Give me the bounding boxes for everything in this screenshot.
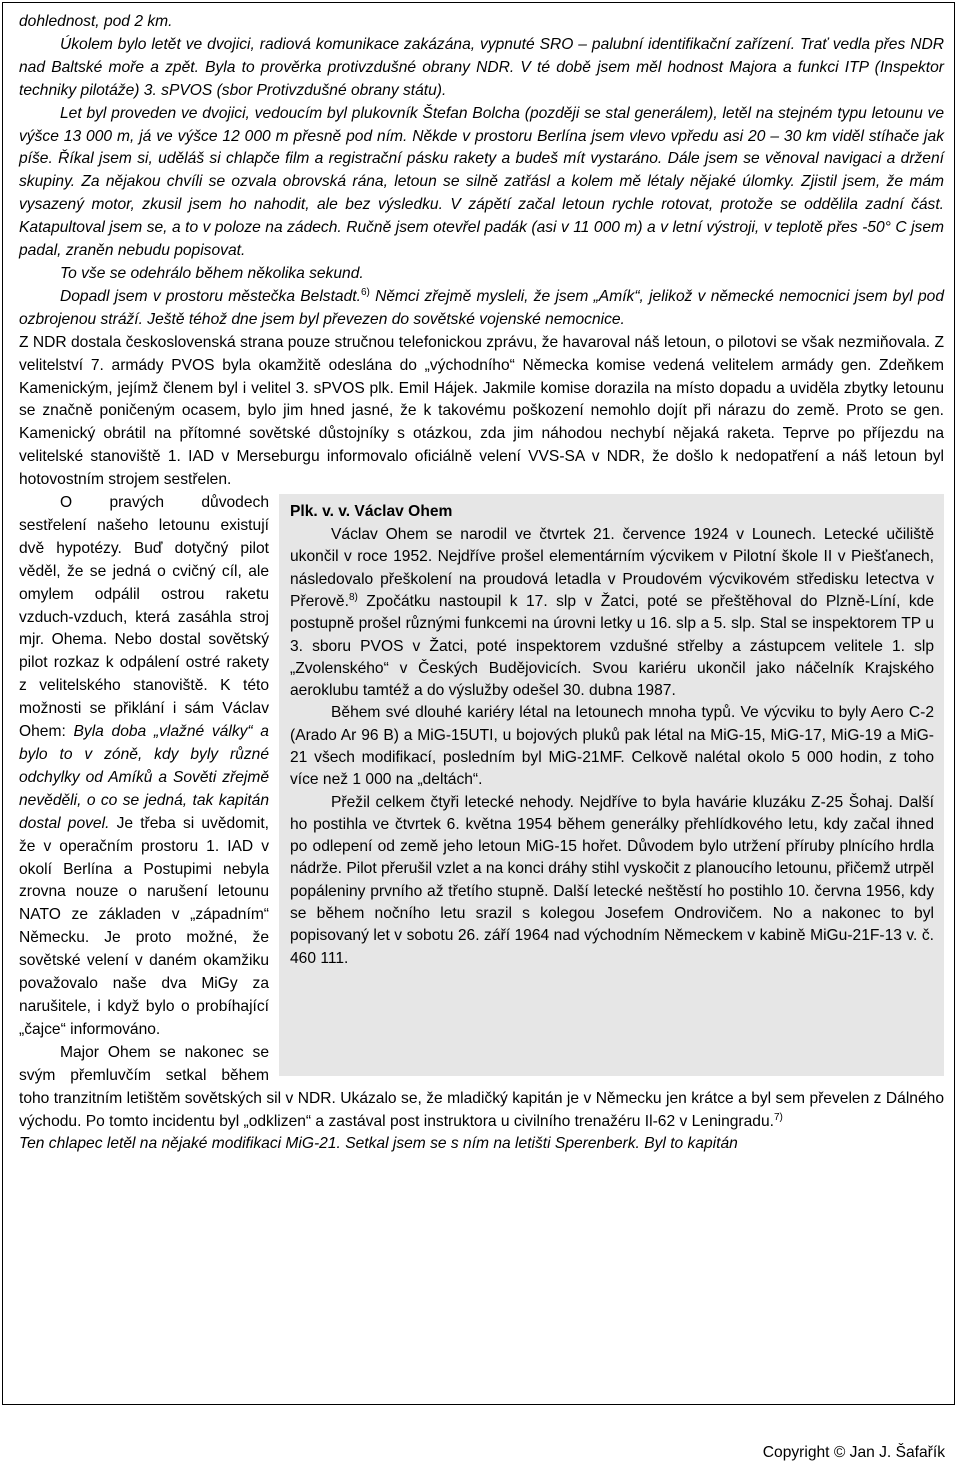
biography-paragraph-2: Během své dlouhé kariéry létal na letounech mnoha typů. Ve výcviku to byly Aero C-2 (Arado Ar 96 B) a MiG-15UTI, u bojových pluků pak létal na MiG-15, MiG-17, MiG-19 a MiG-21 všech modifikací, posledním byl MiG-21MF. Celkově nalétal okolo 5 000 hodin, z toho více než 1 000 na „deltách“. — [290, 704, 934, 789]
paragraph-visibility: dohlednost, pod 2 km. — [19, 13, 173, 30]
paragraph-seconds: To vše se odehrálo během několika sekund. — [60, 264, 364, 282]
paragraph-last: Ten chlapec letěl na nějaké modifikaci MiG-21. Setkal jsem se s ním na letišti Sperenberk. Byl to kapitán — [19, 1135, 738, 1153]
footnote-ref: 7) — [773, 1111, 783, 1123]
footnote-ref: 6) — [360, 286, 370, 298]
paragraph-reasons: O pravých důvodech sestřelení našeho letounu existují dvě hypotézy. Buď dotyčný pilot věděl, že se jedná o cvičný cíl, ale omylem odpálil ostrou raketu vzduch-vzduch, která zasáhla stroj mjr. Ohema. Nebo dostal sovětský pilot rozkaz k odpálení ostré rakety z velitelského stanoviště. K této možnosti se přiklání i sám Václav Ohem: Byla doba „vlažné války“ a bylo to v zóně, kdy byly různé odchylky od Amíků a Sověti zřejmě nevěděli, o co se jedná, tak kapitán dostal povel. Je třeba si uvědomit, že v operačním prostoru 1. IAD v okolí Berlína a Postupimi nebyla zrovna nouze o narušení letounu NATO ze základen v „západním“ Německu. Je proto možné, že sovětské velení v daném okamžiku považovalo naše dva MiGy za narušitele, i když bylo o probíhající „čajce“ informováno. — [19, 494, 269, 1038]
belstadt-rest: Němci zřejmě mysleli, že jsem „Amík“, jelikož v německé nemocnici jsem byl pod ozbrojenou stráží. Ještě téhož dne jsem byl převezen do sovětské vojenské nemocnice. — [19, 287, 944, 328]
belstadt-text: Dopadl jsem v prostoru městečka Belstadt. — [60, 287, 361, 305]
paragraph-major: Major Ohem se nakonec se svým přemluvčím setkal během toho tranzitním letištěm sovětských sil v NDR. Ukázalo se, že mladičký kapitán je v Německu jen krátce a byl sem převelen z Dálného východu. Po tomto incidentu byl „odklizen“ a zastával post instruktora u civilního trenažéru Il-62 v Leningradu.$^{7)}$ — [19, 1043, 944, 1130]
biography-paragraph-1: Václav Ohem se narodil ve čtvrtek 21. července 1924 v Lounech. Letecké učiliště ukončil v roce 1952. Nejdříve prošel elementárním výcvikem v Pilotní škole II v Piešťanech, následovalo přeškolení na proudová letadla v Proudovém výcvikovém středisku letectva v Přerově.$^{8)}$ Zpočátku nastoupil k 17. slp v Žatci, poté se přeštěhoval do Plzně-Líní, kde postupně prošel různými funkcemi na úrovni letky u 16. slp a 5. slp. Stal se inspektorem TP u 3. sboru PVOS v Žatci, poté inspektorem vzdušné střelby a zástupcem velitele 1. slp „Zvolenského“ v Českých Budějovicích. Svou kariéru ukončil jako náčelník Krajského aeroklubu tamtéž a do výslužby odešel 30. dubna 1987. — [290, 526, 934, 700]
paragraph-flight: Let byl proveden ve dvojici, vedoucím byl plukovník Štefan Bolcha (později se stal generálem), letěl na stejném typu letounu ve výšce 13 000 m, já ve výšce 12 000 m přesně pod ním. Někde v prostoru Berlína jsem vlevo vpředu asi 20 – 30 km viděl stíhače jak píše. Říkal jsem si, uděláš si chlapče film a registrační pásku rakety a budeš mít vystaráno. Dále jsem se věnoval navigaci a držení skupiny. Za nějakou chvíli se ozvala obrovská rána, letoun se silně zatřásl a kolem mě létaly nějaké úlomky. Zjistil jsem, že mám vysazený motor, zkusil jsem ho nahodit, ale bez výsledku. V zápětí začal letoun rychle rotovat, protože se oddělila zadní část. Katapultoval jsem se, a to v poloze na zádech. Ručně jsem otevřel padák (asi v 11 000 m) a v letní výstroji, v teplotě přes -50° C jsem padal, zraněn nebudu popisovat. — [19, 104, 944, 260]
paragraph-belstadt — [19, 286, 944, 332]
page-frame — [2, 2, 955, 1405]
ohem-quote: Byla doba „vlažné války“ a bylo to v zóně, kdy byly různé odchylky od Amíků a Sověti zřejmě nevěděli, o co se jedná, tak kapitán dostal povel. — [19, 723, 269, 832]
paragraph-ndr: Z NDR dostala československá strana pouze stručnou telefonickou zprávu, že havaroval náš letoun, o pilotovi se však nezmiňovala. Z velitelství 7. armády PVOS byla okamžitě odeslána do „východního“ Německa komise vedená velitelem armády gen. Zdeňkem Kamenickým, jejímž členem byl i velitel 3. sPVOS plk. Emil Hájek. Jakmile komise dorazila na místo dopadu a uviděla zbytky letounu se značně poničeným ocasem, bylo jim hned jasné, že k takovému poškození nemohlo dojít při nárazu do země. Proto se gen. Kamenický obrátil na přítomné sovětské důstojníky s otázkou, zda jim náhodou nechybí nějaká raketa. Teprve po příjezdu na velitelské stanoviště 1. IAD v Merseburgu informovalo oficiálně velení VVS-SA v NDR, že došlo k nedopatření a náš letoun byl hotovostním strojem sestřelen. — [19, 333, 944, 489]
footnote-ref: 8) — [348, 591, 358, 603]
biography-box — [279, 494, 944, 1076]
copyright-notice: Copyright © Jan J. Šafařík — [762, 1444, 945, 1461]
biography-title: Plk. v. v. Václav Ohem — [290, 503, 453, 521]
paragraph-mission: Úkolem bylo letět ve dvojici, radiová komunikace zakázána, vypnuté SRO – palubní identifikační zařízení. Trať vedla přes NDR nad Baltské moře a zpět. Byla to prověrka protivzdušné obrany NDR. V té době jsem měl hodnost Majora a funkci ITP (Inspektor techniky pilotáže) 3. sPVOS (sbor Protivzdušné obrany státu). — [19, 35, 944, 99]
biography-paragraph-3: Přežil celkem čtyři letecké nehody. Nejdříve to byla havárie kluzáku Z-25 Šohaj. Další ho postihla ve čtvrtek 6. května 1954 během generálky přehlídkového letu, kdy začal ihned po odlepení od země jeho letoun MiG-15 hořet. Důvodem bylo utržení příruby plnícího hrdla nádrže. Pilot přerušil vzlet a na konci dráhy stihl vyskočit z planoucího letounu, přičemž utrpěl popáleniny prvního až třetího stupně. Další letecké neštěstí ho postihlo 10. června 1956, kdy se během nočního letu srazil s kolegou Josefem Ondrovičem. No a nakonec to byl popisovaný let v sobotu 26. září 1964 nad východním Německem v kabině MiGu-21F-13 v. č. 460 111. — [290, 793, 934, 967]
document-body — [19, 11, 944, 1156]
